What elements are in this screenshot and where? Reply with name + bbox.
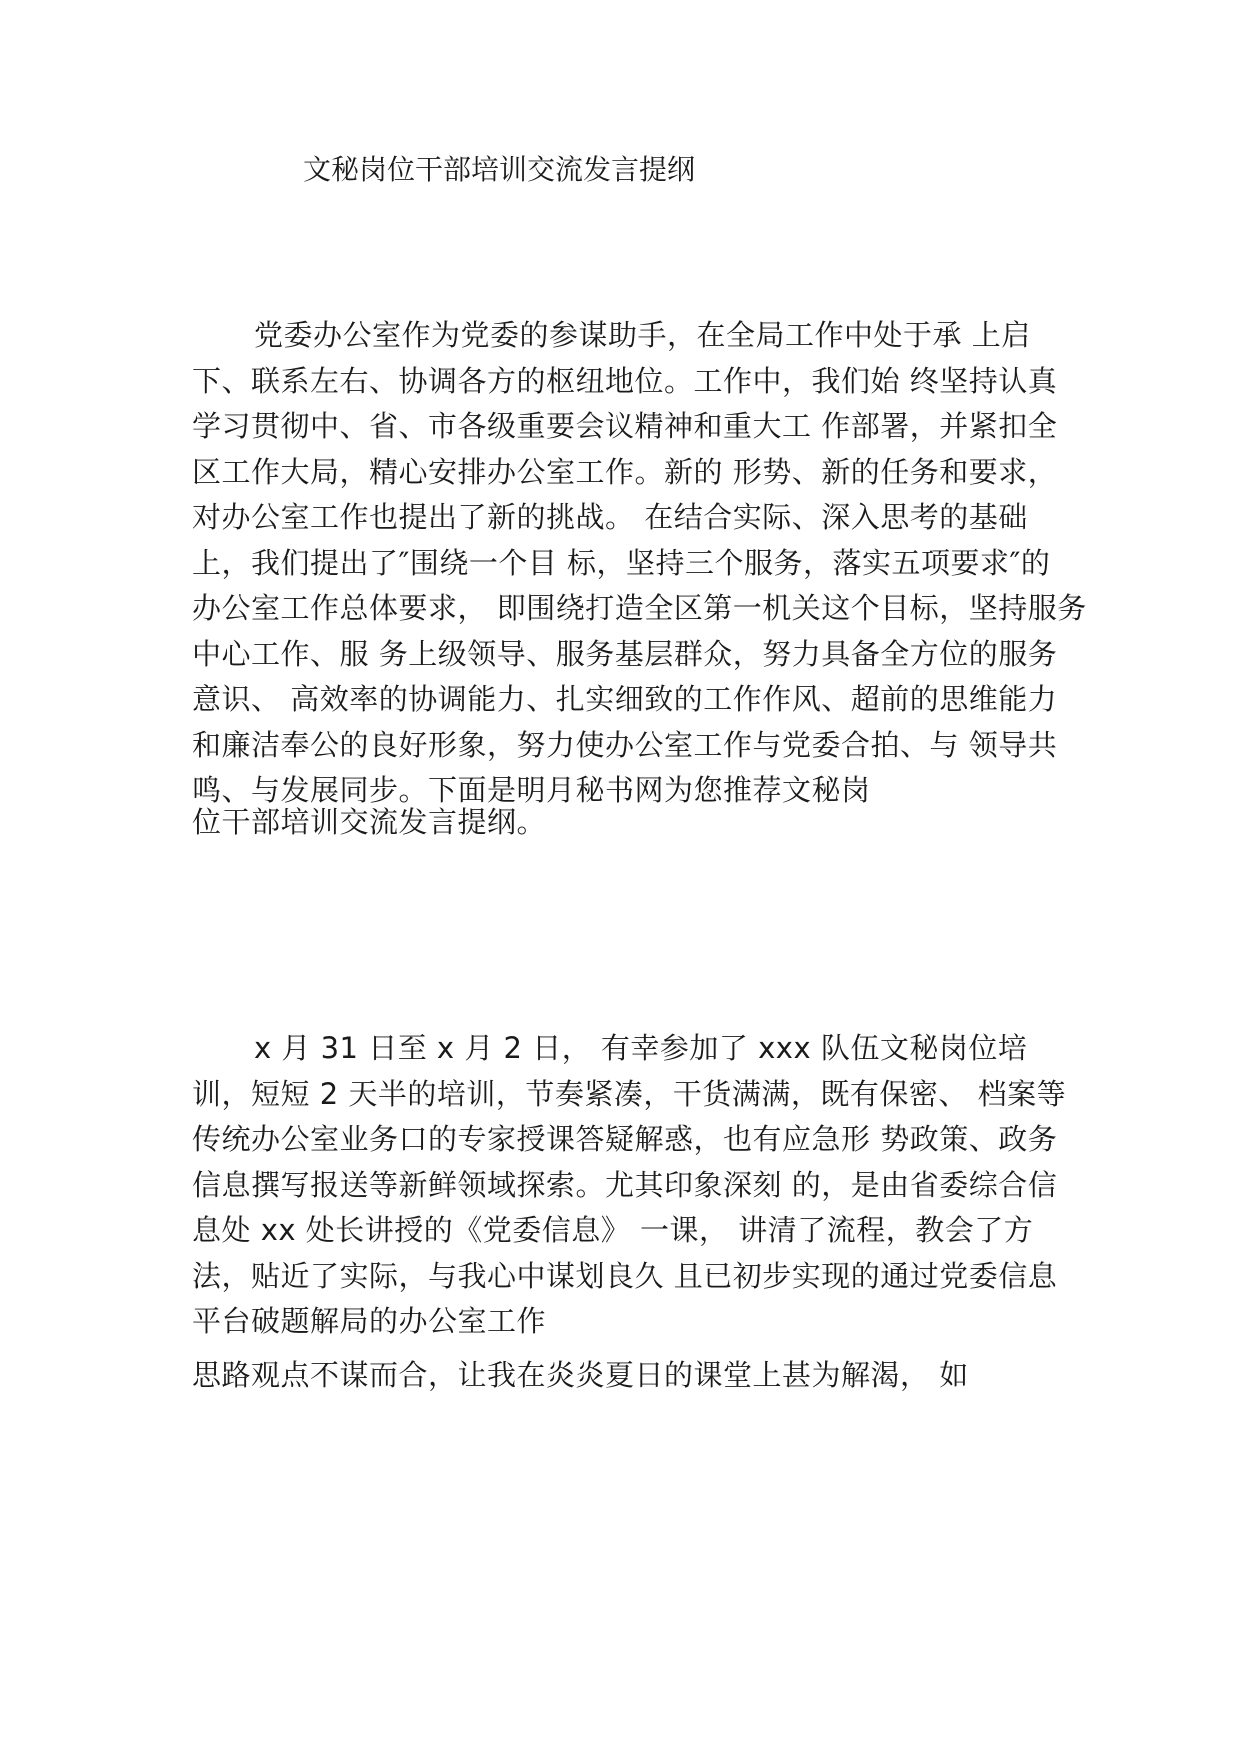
paragraph-line: 上，我们提出了″围绕一个目 标，坚持三个服务，落实五项要求″的 — [192, 545, 1051, 580]
paragraph-line: x 月 31 日至 x 月 2 日， 有幸参加了 xxx 队伍文秘岗位培 — [254, 1031, 1028, 1065]
paragraph-line: 学习贯彻中、省、市各级重要会议精神和重大工 作部署，并紧扣全 — [192, 409, 1058, 443]
paragraph-line: 中心工作、服 务上级领导、服务基层群众，努力具备全方位的服务 — [192, 636, 1058, 671]
paragraph-line: 位干部培训交流发言提纲。 — [192, 805, 547, 839]
paragraph-line: 训，短短 2 天半的培训，节奏紧凑，干货满满，既有保密、 档案等 — [192, 1076, 1067, 1111]
paragraph-line: 意识、 高效率的协调能力、扎实细致的工作作风、超前的思维能力 — [192, 682, 1058, 716]
paragraph-line: 平台破题解局的办公室工作 — [192, 1304, 547, 1338]
paragraph-2-tail — [192, 1353, 1072, 1399]
paragraph-2 — [192, 1026, 1072, 1345]
paragraph-line: 办公室工作总体要求， 即围绕打造全区第一机关这个目标，坚持服务 — [192, 591, 1087, 625]
paragraph-line: 传统办公室业务口的专家授课答疑解惑，也有应急形 势政策、政务 — [192, 1122, 1058, 1156]
paragraph-line: 和廉洁奉公的良好形象，努力使办公室工作与党委合拍、与 领导共 — [192, 727, 1058, 762]
paragraph-line: 鸣、与发展同步。下面是明月秘书网为您推荐文秘岗 — [192, 773, 871, 807]
paragraph-line: 信息撰写报送等新鲜领域探索。尤其印象深刻 的，是由省委综合信 — [192, 1167, 1058, 1202]
paragraph-line: 息处 xx 处长讲授的《党委信息》 一课， 讲清了流程，教会了方 — [192, 1213, 1034, 1247]
paragraph-1 — [192, 313, 1087, 814]
paragraph-1-tail — [192, 800, 1072, 846]
paragraph-line: 下、联系左右、协调各方的枢纽地位。工作中，我们始 终坚持认真 — [192, 363, 1058, 398]
paragraph-line: 区工作大局，精心安排办公室工作。新的 形势、新的任务和要求， — [192, 454, 1058, 489]
paragraph-line: 法，贴近了实际，与我心中谋划良久 且已初步实现的通过党委信息 — [192, 1258, 1058, 1293]
paragraph-line: 党委办公室作为党委的参谋助手，在全局工作中处于承 上启 — [254, 318, 1031, 352]
document-title: 文秘岗位干部培训交流发言提纲 — [303, 153, 696, 186]
paragraph-line: 对办公室工作也提出了新的挑战。 在结合实际、深入思考的基础 — [192, 500, 1028, 534]
paragraph-line: 思路观点不谋而合，让我在炎炎夏日的课堂上甚为解渴， 如 — [192, 1358, 969, 1392]
